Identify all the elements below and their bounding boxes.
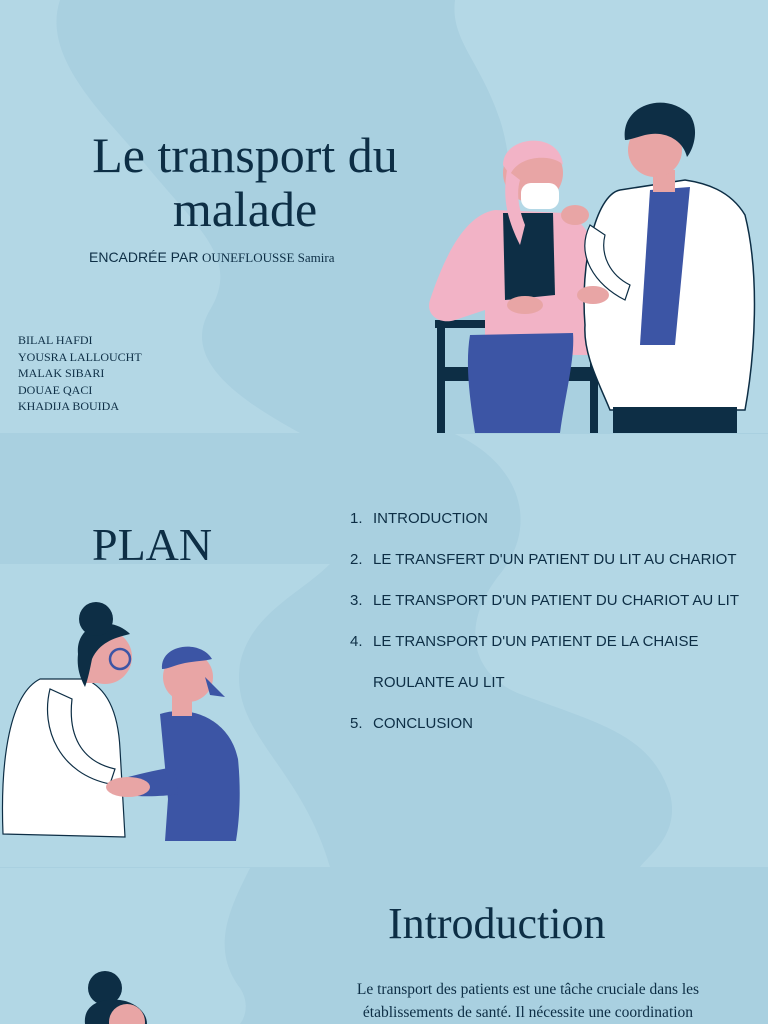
plan-title: PLAN <box>92 519 213 570</box>
plan-item-number: 5. <box>350 715 363 732</box>
author-name: KHADIJA BOUIDA <box>18 399 119 413</box>
author-name: MALAK SIBARI <box>18 366 105 380</box>
slide-title <box>0 0 768 433</box>
plan-item <box>350 539 753 580</box>
plan-item-number: 2. <box>350 551 363 568</box>
introduction-title: Introduction <box>388 899 606 948</box>
plan-item-number: 1. <box>350 510 363 527</box>
slide-plan <box>0 434 768 867</box>
plan-list <box>350 498 753 744</box>
presentation-title: Le transport du malade <box>92 127 398 237</box>
plan-item-text: LE TRANSPORT D'UN PATIENT DU CHARIOT AU LIT <box>373 592 739 609</box>
plan-item-text: INTRODUCTION <box>373 510 488 527</box>
doctor-and-patient-in-wheelchair-icon <box>425 95 760 433</box>
slide-introduction <box>0 868 768 1024</box>
author-list <box>18 332 142 415</box>
plan-item <box>350 621 753 703</box>
supervisor-label: ENCADRÉE PAR <box>89 249 199 265</box>
introduction-body: Le transport des patients est une tâche cruciale dans les établissements de santé. Il nécessite une coordination <box>356 981 700 1021</box>
plan-item <box>350 580 753 621</box>
plan-item <box>350 703 753 744</box>
supervisor-line <box>89 249 334 267</box>
plan-item <box>350 498 753 539</box>
supervisor-name: OUNEFLOUSSE Samira <box>201 250 335 265</box>
plan-item-text: CONCLUSION <box>373 715 474 732</box>
nurse-head-icon <box>75 970 155 1024</box>
author-name: YOUSRA LALLOUCHT <box>18 349 142 364</box>
plan-item-number: 3. <box>350 592 363 609</box>
nurse-holding-patient-hands-icon <box>0 599 245 844</box>
plan-item-text: LE TRANSPORT D'UN PATIENT DE LA CHAISE ROULANTE AU LIT <box>373 633 699 691</box>
plan-item-text: LE TRANSFERT D'UN PATIENT DU LIT AU CHARIOT <box>373 551 737 568</box>
author-name: BILAL HAFDI <box>18 333 93 347</box>
author-name: DOUAE QACI <box>18 382 93 397</box>
plan-item-number: 4. <box>350 633 363 650</box>
